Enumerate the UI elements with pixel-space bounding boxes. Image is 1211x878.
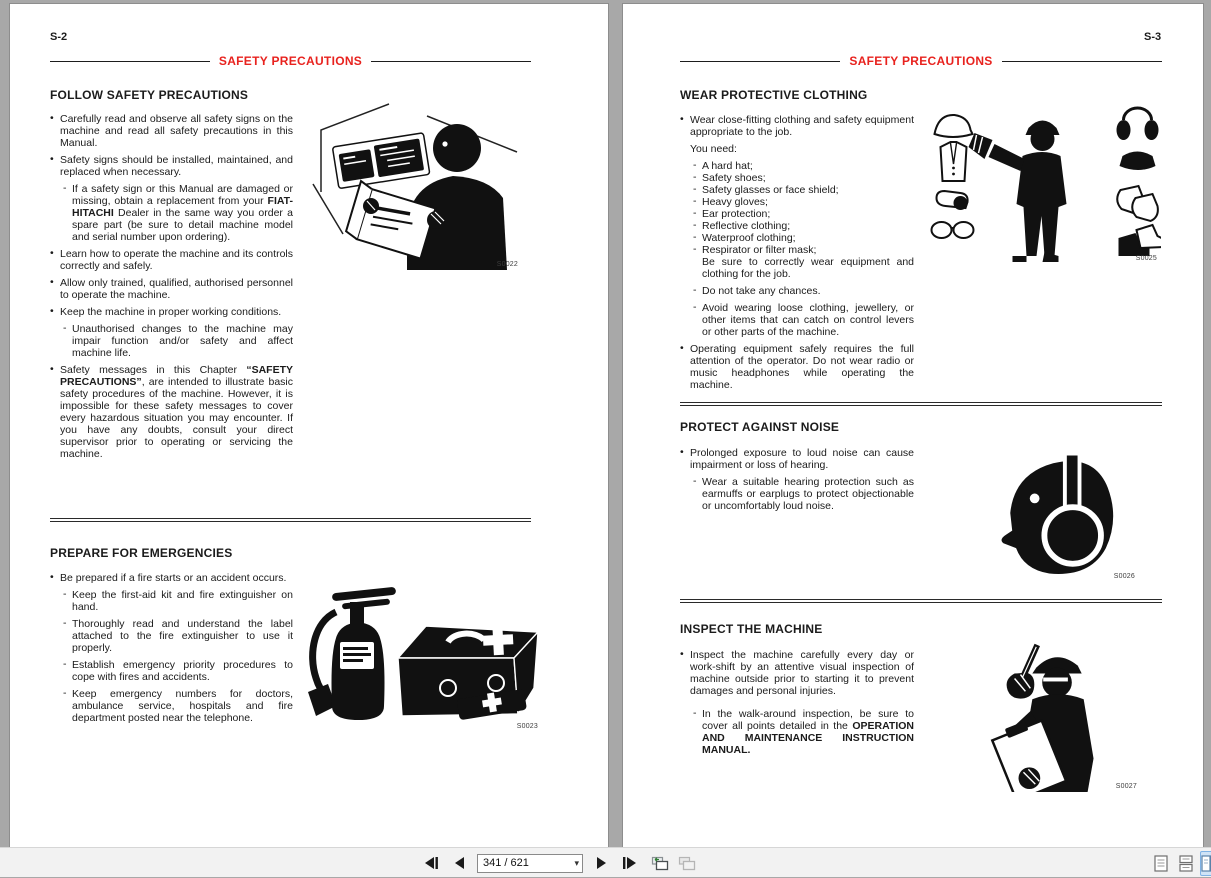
list-item bbox=[680, 708, 914, 756]
list-item-text: Do not take any chances. bbox=[702, 285, 821, 297]
previous-page-icon bbox=[454, 857, 465, 869]
list-item-text: Heavy gloves; bbox=[702, 196, 768, 208]
next-page-button[interactable] bbox=[592, 853, 610, 873]
list-item bbox=[50, 589, 293, 613]
page-right bbox=[623, 4, 1203, 847]
list-marker: - bbox=[693, 207, 697, 219]
section-title-protect-against-noise: PROTECT AGAINST NOISE bbox=[680, 420, 840, 434]
single-page-view-button[interactable] bbox=[1150, 851, 1171, 876]
page-header bbox=[50, 53, 531, 69]
page-number-left: S-2 bbox=[50, 31, 68, 43]
list-item-text: Thoroughly read and understand the label attached to the fire extinguisher to use it properly. bbox=[72, 618, 293, 654]
list-marker: - bbox=[63, 687, 67, 699]
list-marker: - bbox=[63, 322, 67, 334]
list-item-text: Operating equipment safely requires the full attention of the operator. Do not wear radio or music headphones while operating the machine. bbox=[690, 343, 914, 391]
list-marker: - bbox=[63, 588, 67, 600]
facing-view-icon bbox=[1201, 855, 1211, 872]
list-item-text: Respirator or filter mask; bbox=[702, 244, 817, 256]
last-page-icon bbox=[621, 857, 636, 869]
list-marker: - bbox=[63, 617, 67, 629]
list-marker: - bbox=[693, 475, 697, 487]
list-item-text: Learn how to operate the machine and its controls correctly and safely. bbox=[60, 248, 293, 272]
section-title-follow-safety-precautions: FOLLOW SAFETY PRECAUTIONS bbox=[50, 88, 249, 102]
page-number-input[interactable] bbox=[478, 855, 582, 872]
page-view-modes bbox=[1150, 848, 1211, 878]
next-view-button[interactable] bbox=[678, 853, 696, 873]
list-item bbox=[680, 447, 914, 471]
list-item-text: In the walk-around inspection, be sure to cover all points detailed in the OPERATION AND MAINTENANCE INSTRUCTION MANUAL. bbox=[702, 708, 914, 756]
list-item bbox=[680, 302, 914, 338]
list-marker: • bbox=[680, 113, 684, 125]
list-item bbox=[50, 659, 293, 683]
figure-inspect-machine bbox=[975, 640, 1141, 792]
page-navigation bbox=[423, 848, 696, 878]
section-divider bbox=[680, 599, 1162, 603]
list-item bbox=[50, 248, 293, 272]
list-item bbox=[50, 688, 293, 724]
list-item-text: Safety shoes; bbox=[702, 172, 766, 184]
list-marker: - bbox=[63, 658, 67, 670]
continuous-view-button[interactable] bbox=[1175, 851, 1196, 876]
previous-page-button[interactable] bbox=[450, 853, 468, 873]
page-left bbox=[10, 4, 608, 847]
section-list bbox=[680, 114, 914, 396]
list-item-text: Keep the machine in proper working conditions. bbox=[60, 306, 282, 318]
page-header-title: SAFETY PRECAUTIONS bbox=[849, 54, 993, 68]
list-marker: • bbox=[50, 247, 54, 259]
previous-view-icon bbox=[651, 856, 669, 871]
list-item-text: Safety glasses or face shield; bbox=[702, 184, 839, 196]
list-marker: - bbox=[693, 171, 697, 183]
list-item-text: Wear a suitable hearing protection such as earmuffs or earplugs to protect objectionable or uncomfortably loud noise. bbox=[702, 476, 914, 512]
list-marker: • bbox=[680, 446, 684, 458]
section-divider bbox=[50, 518, 531, 522]
list-item-text: Keep the first-aid kit and fire extinguisher on hand. bbox=[72, 589, 293, 613]
list-item-text: If a safety sign or this Manual are damaged or missing, obtain a replacement from your FIAT-HITACHI Dealer in the same way you order a spare part (be sure to detail machine model and serial number upon ordering). bbox=[72, 183, 293, 243]
header-rule-right bbox=[1002, 61, 1162, 62]
list-marker: - bbox=[693, 183, 697, 195]
list-item bbox=[680, 649, 914, 697]
list-item bbox=[680, 208, 914, 220]
list-item bbox=[680, 256, 914, 280]
list-marker: • bbox=[50, 112, 54, 124]
section-title-prepare-for-emergencies: PREPARE FOR EMERGENCIES bbox=[50, 546, 233, 560]
page-header-title: SAFETY PRECAUTIONS bbox=[218, 54, 363, 68]
list-marker: - bbox=[693, 159, 697, 171]
list-item-text: Waterproof clothing; bbox=[702, 232, 796, 244]
list-item bbox=[680, 143, 914, 155]
bottom-toolbar bbox=[0, 847, 1211, 877]
header-rule-left bbox=[680, 61, 840, 62]
figure-code: S0026 bbox=[1113, 573, 1135, 580]
page-number-right: S-3 bbox=[1144, 31, 1162, 43]
figure-emergency-equipment bbox=[302, 566, 542, 732]
list-item-text: Inspect the machine carefully every day or work-shift by an attentive visual inspection of machine outside prior to starting it to prevent damages and personal injuries. bbox=[690, 649, 914, 697]
single-page-view-icon bbox=[1154, 855, 1168, 872]
list-marker: - bbox=[693, 231, 697, 243]
list-item bbox=[680, 196, 914, 208]
list-marker: • bbox=[50, 276, 54, 288]
list-marker: - bbox=[693, 707, 697, 719]
list-item-text: Keep emergency numbers for doctors, ambulance service, hospitals and fire department posted near the telephone. bbox=[72, 688, 293, 724]
section-list bbox=[680, 649, 914, 761]
header-rule-left bbox=[50, 61, 210, 62]
dropdown-arrow-icon[interactable]: ▾ bbox=[574, 857, 579, 868]
section-title-wear-protective-clothing: WEAR PROTECTIVE CLOTHING bbox=[680, 88, 868, 102]
header-rule-right bbox=[371, 61, 531, 62]
list-item-text: You need: bbox=[690, 143, 737, 155]
list-item bbox=[50, 277, 293, 301]
list-item-text: A hard hat; bbox=[702, 160, 753, 172]
list-item bbox=[50, 572, 293, 584]
protective-clothing-illustration bbox=[923, 106, 1161, 264]
figure-code: S0022 bbox=[496, 261, 518, 268]
first-page-icon bbox=[425, 857, 440, 869]
list-item bbox=[50, 154, 293, 178]
list-item bbox=[680, 184, 914, 196]
figure-code: S0027 bbox=[1115, 783, 1137, 790]
section-list bbox=[50, 572, 293, 729]
list-marker: - bbox=[693, 195, 697, 207]
list-item-text: Prolonged exposure to loud noise can cause impairment or loss of hearing. bbox=[690, 447, 914, 471]
previous-view-button[interactable] bbox=[651, 853, 669, 873]
figure-code: S0025 bbox=[1135, 255, 1157, 262]
list-item-text: Avoid wearing loose clothing, jewellery, or other items that can catch on control levers or other parts of the machine. bbox=[702, 302, 914, 338]
list-item bbox=[680, 285, 914, 297]
figure-code: S0023 bbox=[516, 723, 538, 730]
list-item bbox=[680, 172, 914, 184]
next-view-icon bbox=[678, 856, 696, 871]
page-header bbox=[680, 53, 1162, 69]
list-marker: - bbox=[63, 182, 67, 194]
list-marker: - bbox=[693, 284, 697, 296]
list-marker: • bbox=[680, 342, 684, 354]
next-page-icon bbox=[596, 857, 607, 869]
list-item-text: Ear protection; bbox=[702, 208, 771, 220]
list-item bbox=[680, 343, 914, 391]
list-item bbox=[680, 160, 914, 172]
figure-ear-protection bbox=[981, 448, 1139, 582]
first-page-button[interactable] bbox=[423, 853, 441, 873]
list-item-text: Be prepared if a fire starts or an accident occurs. bbox=[60, 572, 287, 584]
list-item bbox=[50, 364, 293, 460]
list-marker: - bbox=[693, 243, 697, 255]
section-list bbox=[50, 113, 293, 465]
list-marker: • bbox=[680, 648, 684, 660]
list-item bbox=[50, 113, 293, 149]
figure-protective-clothing bbox=[923, 106, 1161, 264]
list-item-text: Wear close-fitting clothing and safety equipment appropriate to the job. bbox=[690, 114, 914, 138]
list-item bbox=[50, 306, 293, 318]
facing-view-button[interactable] bbox=[1200, 851, 1211, 876]
section-divider bbox=[680, 402, 1162, 406]
list-item bbox=[680, 220, 914, 232]
ear-protection-illustration bbox=[981, 448, 1139, 582]
list-item bbox=[680, 476, 914, 512]
list-item bbox=[680, 232, 914, 244]
read-manual-illustration bbox=[308, 100, 522, 270]
list-item-text: Safety signs should be installed, maintained, and replaced when necessary. bbox=[60, 154, 293, 178]
list-marker: - bbox=[693, 301, 697, 313]
list-item-text: Be sure to correctly wear equipment and clothing for the job. bbox=[702, 256, 914, 280]
list-item-text: Safety messages in this Chapter “SAFETY PRECAUTIONS”, are intended to illustrate basic safety procedures of the machine. However, it is impossible for these safety messages to cover every hazardous situation you may encounter. If you have any doubts, consult your direct supervisor prior to operating or servicing the machine. bbox=[60, 364, 293, 460]
figure-read-manual bbox=[308, 100, 522, 270]
list-marker: • bbox=[50, 363, 54, 375]
list-item bbox=[50, 618, 293, 654]
list-marker: - bbox=[693, 219, 697, 231]
continuous-view-icon bbox=[1179, 855, 1193, 872]
section-list bbox=[680, 447, 914, 517]
inspect-machine-illustration bbox=[975, 640, 1141, 792]
last-page-button[interactable] bbox=[619, 853, 637, 873]
list-item bbox=[680, 244, 914, 256]
list-marker: • bbox=[50, 153, 54, 165]
list-item-text: Carefully read and observe all safety signs on the machine and read all safety precautions in this Manual. bbox=[60, 113, 293, 149]
list-item-text: Allow only trained, qualified, authorised personnel to operate the machine. bbox=[60, 277, 293, 301]
page-number-combobox[interactable] bbox=[477, 854, 583, 873]
list-item bbox=[680, 114, 914, 138]
list-item-text: Establish emergency priority procedures to cope with fires and accidents. bbox=[72, 659, 293, 683]
list-item bbox=[50, 183, 293, 243]
emergency-equipment-illustration bbox=[302, 566, 542, 732]
list-item bbox=[50, 323, 293, 359]
list-marker: • bbox=[50, 571, 54, 583]
list-marker: • bbox=[50, 305, 54, 317]
list-item-text: Unauthorised changes to the machine may impair function and/or safety and affect machine life. bbox=[72, 323, 293, 359]
list-item-text: Reflective clothing; bbox=[702, 220, 791, 232]
section-title-inspect-the-machine: INSPECT THE MACHINE bbox=[680, 622, 823, 636]
